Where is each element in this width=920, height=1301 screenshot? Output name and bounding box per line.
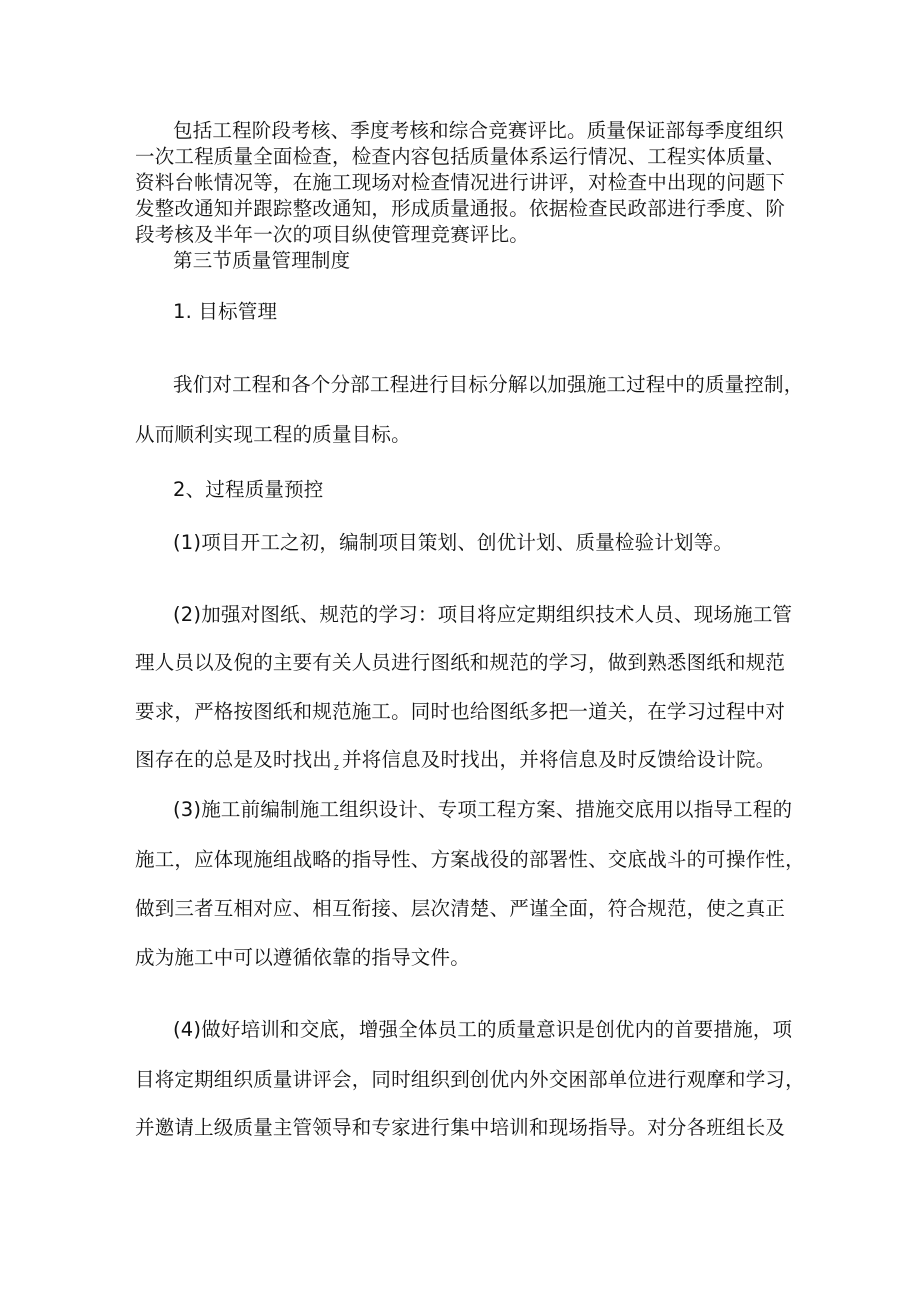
- list-item-line: 成为施工中可以遵循依靠的指导文件。: [135, 946, 470, 969]
- list-item-line: (3)施工前编制施工组织设计、专项工程方案、措施交底用以指导工程的: [173, 798, 793, 821]
- subsection-heading: 2、过程质量预控: [173, 478, 324, 501]
- stray-mark: z: [334, 763, 339, 773]
- list-item-line: 目将定期组织质量讲评会，同时组织到创优内外交困部单位进行观摩和学习，: [135, 1068, 805, 1091]
- paragraph-line: 从而顺利实现工程的质量目标。: [135, 423, 411, 446]
- paragraph-line: 发整改通知并跟踪整改通知，形成质量通报。依据检查民政部进行季度、阶: [135, 197, 786, 220]
- list-item-line: 做到三者互相对应、相互衔接、层次清楚、严谨全面，符合规范，使之真正: [135, 897, 786, 920]
- line-text: 图存在的总是及时找出: [135, 748, 333, 771]
- list-item-line: (4)做好培训和交底，增强全体员工的质量意识是创优内的首要措施，项: [173, 1018, 793, 1041]
- section-heading: 第三节质量管理制度: [173, 249, 351, 272]
- list-item-line: [135, 747, 807, 773]
- list-item-line: 理人员以及倪的主要有关人员进行图纸和规范的学习，做到熟悉图纸和规范: [135, 651, 786, 674]
- list-item-line: 施工，应体现施组战略的指导性、方案战役的部署性、交底战斗的可操作性，: [135, 848, 805, 871]
- paragraph-line: 包括工程阶段考核、季度考核和综合竞赛评比。质量保证部每季度组织: [173, 119, 784, 142]
- paragraph-line: 段考核及半年一次的项目纵使管理竞赛评比。: [135, 223, 530, 246]
- paragraph-line: 我们对工程和各个分部工程进行目标分解以加强施工过程中的质量控制，: [173, 373, 804, 396]
- list-item-line: 要求，严格按图纸和规范施工。同时也给图纸多把一道关，在学习过程中对: [135, 700, 786, 723]
- line-text: 并将信息及时找出，并将信息及时反馈给设计院。: [341, 748, 776, 771]
- list-item-line: (1)项目开工之初，编制项目策划、创优计划、质量检验计划等。: [173, 531, 734, 554]
- list-item-line: 并邀请上级质量主管领导和专家进行集中培训和现场指导。对分各班组长及: [135, 1116, 786, 1139]
- paragraph-line: 资料台帐情况等，在施工现场对检查情况进行讲评，对检查中出现的问题下: [135, 171, 786, 194]
- list-item-line: (2)加强对图纸、规范的学习：项目将应定期组织技术人员、现场施工管: [173, 603, 793, 626]
- paragraph-line: 一次工程质量全面检查，检查内容包括质量体系运行情况、工程实体质量、: [135, 145, 786, 168]
- subsection-heading: 1. 目标管理: [173, 300, 278, 323]
